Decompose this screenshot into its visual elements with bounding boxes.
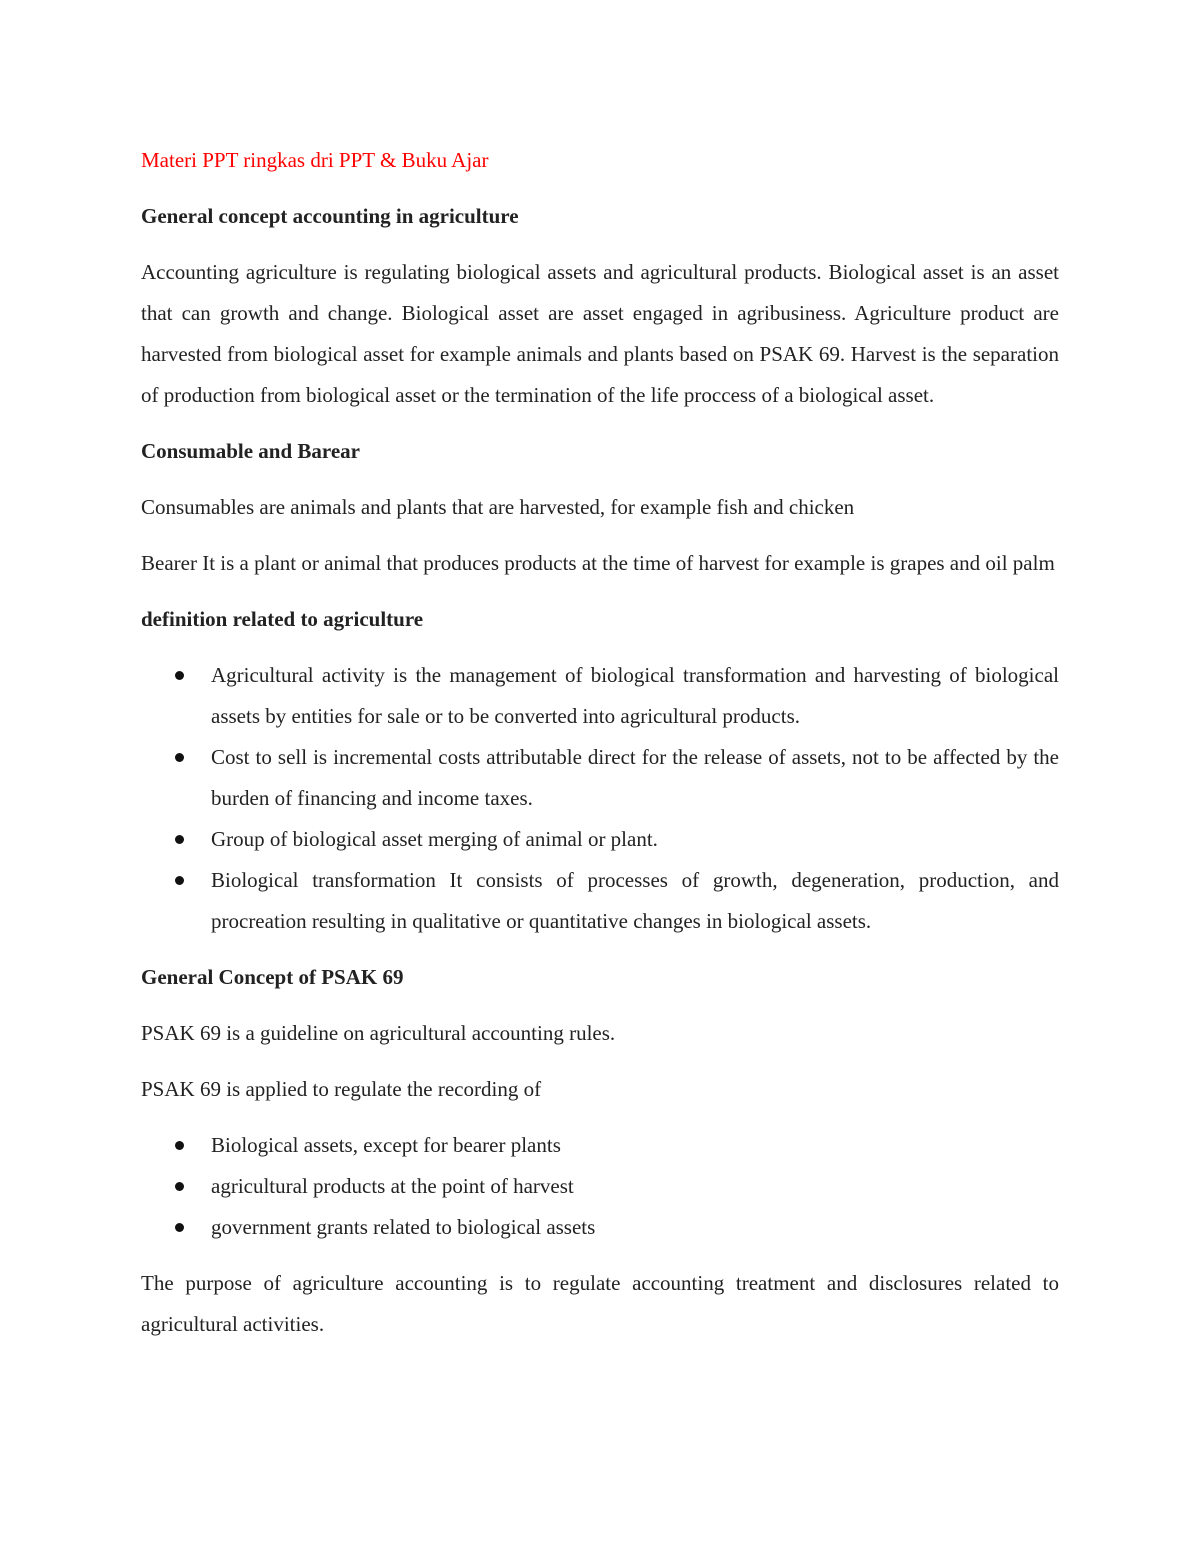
list-item [141, 860, 1059, 942]
psak-list [141, 1125, 1059, 1248]
list-item [141, 737, 1059, 819]
list-item [141, 655, 1059, 737]
list-item-text: agricultural products at the point of harvest [211, 1174, 574, 1198]
paragraph-accounting-agriculture: Accounting agriculture is regulating biological assets and agricultural products. Biological asset is an asset that can growth and change. Biological asset are asset engaged in agribusiness. Agriculture product are harvested from biological asset for example animals and plants based on PSAK 69. Harvest is the separation of production from biological asset or the termination of the life proccess of a biological asset. [141, 260, 1059, 407]
bullet-icon [175, 753, 184, 762]
bullet-icon [175, 671, 184, 680]
paragraph-bearer: Bearer It is a plant or animal that produces products at the time of harvest for example is grapes and oil palm [141, 551, 1055, 575]
paragraph-purpose: The purpose of agriculture accounting is to regulate accounting treatment and disclosures related to agricultural activities. [141, 1271, 1059, 1336]
list-item-text: government grants related to biological assets [211, 1215, 596, 1239]
list-item-text: Biological transformation It consists of processes of growth, degeneration, production, and procreation resulting in qualitative or quantitative changes in biological assets. [211, 868, 1059, 933]
heading-consumable-and-bearer: Consumable and Barear [141, 439, 360, 463]
bullet-icon [175, 876, 184, 885]
list-item [141, 1166, 1059, 1207]
bullet-icon [175, 1141, 184, 1150]
paragraph-consumables: Consumables are animals and plants that are harvested, for example fish and chicken [141, 495, 855, 519]
list-item-text: Biological assets, except for bearer plants [211, 1133, 561, 1157]
list-item-text: Group of biological asset merging of animal or plant. [211, 827, 658, 851]
paragraph-psak-applied: PSAK 69 is applied to regulate the recording of [141, 1077, 542, 1101]
document-page [141, 140, 1059, 1360]
list-item [141, 1207, 1059, 1248]
list-item-text: Agricultural activity is the management of biological transformation and harvesting of biological assets by entities for sale or to be converted into agricultural products. [211, 663, 1059, 728]
bullet-icon [175, 1182, 184, 1191]
document-title: Materi PPT ringkas dri PPT & Buku Ajar [141, 148, 489, 172]
heading-general-concept-psak: General Concept of PSAK 69 [141, 965, 404, 989]
bullet-icon [175, 835, 184, 844]
paragraph-psak-guideline: PSAK 69 is a guideline on agricultural accounting rules. [141, 1021, 616, 1045]
list-item-text: Cost to sell is incremental costs attributable direct for the release of assets, not to be affected by the burden of financing and income taxes. [211, 745, 1059, 810]
definition-list [141, 655, 1059, 942]
list-item [141, 1125, 1059, 1166]
heading-definition-related: definition related to agriculture [141, 607, 424, 631]
list-item [141, 819, 1059, 860]
heading-general-concept-accounting: General concept accounting in agriculture [141, 204, 519, 228]
bullet-icon [175, 1223, 184, 1232]
